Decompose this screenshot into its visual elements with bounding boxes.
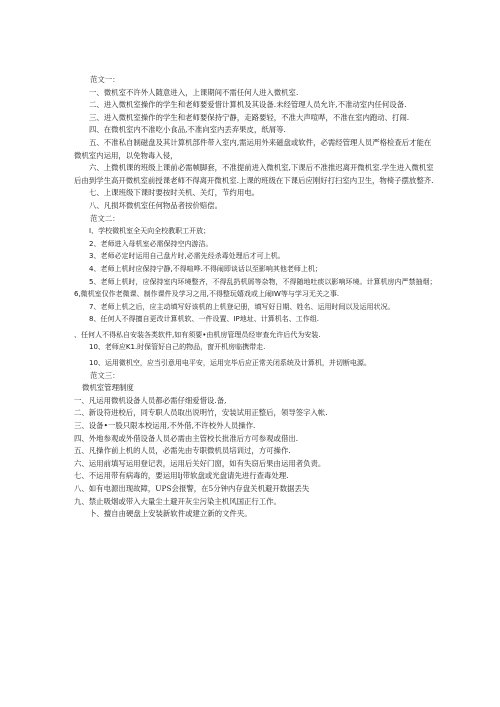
section3-title: 微机室管理制度 (82, 383, 134, 393)
section1-item-7: 七、上课班级下课时要按时关机、关灯，节约用电。 (89, 188, 259, 198)
section3-item-8: 八、如有电源出现故障，UPS会报警，在5分钟内存盘关机避开数据丢失 (74, 484, 310, 493)
section3-item-1: 一、凡运用微机设备人员都必需仔细爱惜设.备, (74, 395, 227, 405)
section3-item-10: 卜、擅自由硬盘上安装新软件或建立新的文件夹。 (89, 509, 252, 519)
section1-item-1: 一、微机室不许外人随意进入，上课期间不需任何人进入微机室. (89, 87, 299, 97)
section3-item-5: 五、凡操作前上机的人员，必需先由专职微机员培训过，方可操作. (74, 446, 291, 456)
section2-item-2: 2、老师进入母机室必需保持空内游洁。 (89, 239, 213, 248)
section2-item-7: 7、老师上机之后，应主动填写好该机的上机登记册，填写好日期、姓名、运用时间以及运用状况。 (89, 302, 395, 311)
section3-item-7: 七、不运用带有病毒的，要运用Ij带软盘或光盘请先进行查毒处理. (74, 471, 289, 481)
section1-heading: 范文一： (90, 75, 120, 84)
section2-item-5: 5、老师上机时，应保持室内环境整齐，不得乱扔机屑等杂物，不得随地吐痰以影响环境。计算机房内严禁抽烟； (89, 277, 437, 286)
section2-item-3: 3、老师必定时运用自己盘片时,必需先经杀毒处理后才可上机。 (89, 252, 285, 261)
section1-item-4: 四、在微机室内不准吃小食品,不准向室内丢弃果皮，纸屑等. (89, 125, 286, 135)
section2-item-6: 6,微机室仅作老微课、制作课件及学习之用,不得整玩嬉戏或上闹IW等与学习无关之事. (74, 290, 340, 299)
section3-item-3: 三、设备•一股只限本校运用,不外借,不许校外人员操作. (74, 421, 256, 431)
section2-item-10: 10、老师应K1.时保管好自己的物品，窗开机房临携带走. (89, 343, 266, 352)
section2-item-11: 10、运用微机空，应当引意用电平安，运用完毕后应正常关闭系统及计算机，并切断电源。 (89, 359, 371, 368)
section3-item-4: 四、外地参观或外借设备人员必需由主管校长批准后方可参观或借出. (74, 433, 299, 443)
section3-item-6: 六、运用前填写运用登记表，运用后关好门窗，如有失窃后果由运用者负责。 (74, 458, 326, 468)
section1-item-2: 二、进入微机室操作的学生和老师要爱惜计算机及其设备.未经管理人员允许,不准动室内任何设备. (89, 100, 407, 110)
section1-item-5: 五、不准私自制磁盘及其计算机部件带入室内,需运用外来磁盘或软件，必需经管理人员严格检查后才能在微机室内运用，以免物毒入侵， (74, 137, 432, 160)
section1-item-8: 八、凡损坏微机室任何物品者按价赔偿。 (89, 200, 223, 210)
section2-item-1: I、学校微机室全天向全校教职工开放； (89, 227, 211, 236)
section1-item-3: 三、进入微机室操作的学生和老师要保持宁静，走路要轻，不准大声喧哗，不准在室内跑动、打闹. (89, 112, 410, 122)
section1-item-6: 六、上微机课的班级上课前必需帧脚套，不准提前进入微机室,下课后不准推迟离开微机室.学生进入微机室后由到学生高开微机室前授课老师不得离开微机室.上课的班级在下课后应刚好打扫室内卫生，物椅子摆放整齐. (74, 163, 434, 185)
section3-heading: 范文三： (90, 370, 120, 380)
section2-item-9: 、任何人不得私自安装各类软件,如有须要•由机房管理员经审查允许后代为安装. (74, 330, 321, 339)
section3-item-9: 九、禁止吸烟或带入大量尘土避开灰尘污染主机风国正行工作。 (74, 496, 281, 506)
document-body (74, 74, 438, 521)
section3-item-2: 二、新设符进校后，同专职人员取出说明竹，安装试用正整后，领导签字入帐. (74, 408, 328, 418)
section2-heading: 范文二： (90, 213, 120, 223)
section2-item-4: 4、老师上机时应保持宁静,不得喧哗.不得闹即谈话以至影响其他老师上机； (89, 264, 322, 273)
section2-item-8: 8、任何人不得擅自更改计算机软、一件设置、IP地址、计算机名、工作组. (89, 315, 319, 324)
